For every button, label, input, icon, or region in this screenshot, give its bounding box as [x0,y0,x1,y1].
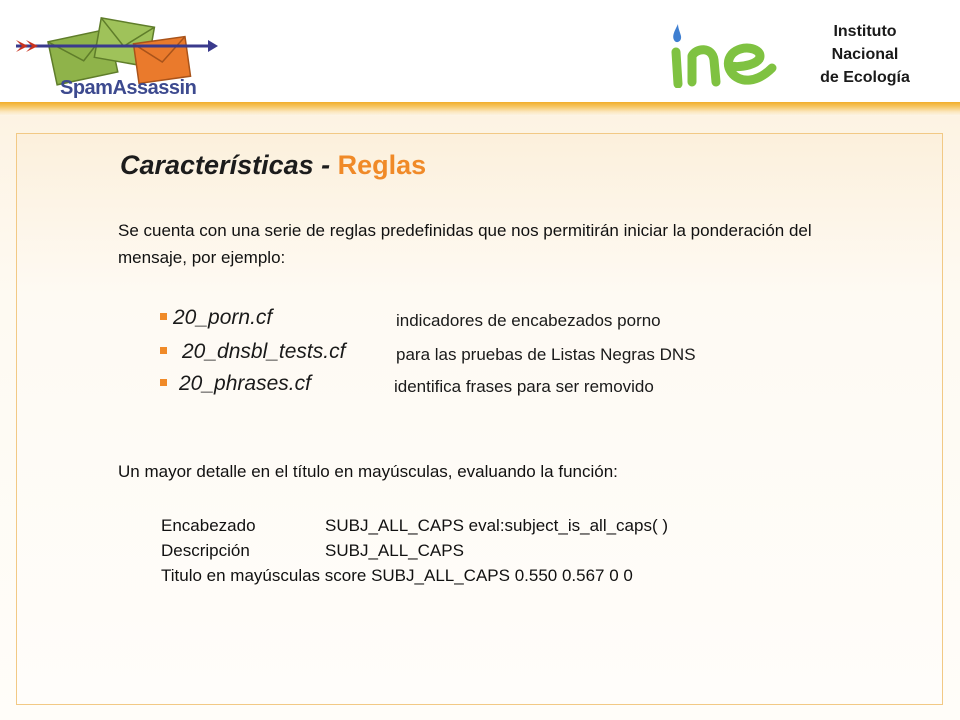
title-accent: Reglas [337,150,427,180]
slide-title [120,150,426,181]
spamassassin-logo-text: SpamAssassin [60,77,197,99]
square-bullet-icon [160,313,167,320]
square-bullet-icon [160,347,167,354]
rule-file-name: 20_phrases.cf [179,372,311,395]
rule-value: SUBJ_ALL_CAPS eval:subject_is_all_caps( ) [325,516,669,535]
header-separator [0,102,960,116]
rule-value: SUBJ_ALL_CAPS [325,541,464,560]
institute-line: Nacional [831,46,899,63]
institute-line: Instituto [833,23,897,40]
rule-description: para las pruebas de Listas Negras DNS [396,345,696,364]
rule-description: indicadores de encabezados porno [396,311,661,330]
rule-label: Descripción [161,541,250,560]
intro-paragraph: Se cuenta con una serie de reglas predefinidas que nos permitirán iniciar la ponderación del mensaje, por ejemplo: [118,221,812,267]
institute-line: de Ecología [820,69,910,86]
rule-file-name: 20_porn.cf [173,306,273,329]
rule-label: Encabezado [161,516,256,535]
square-bullet-icon [160,379,167,386]
title-main: Características - [120,150,331,180]
rule-description: identifica frases para ser removido [394,377,654,396]
detail-paragraph: Un mayor detalle en el título en mayúsculas, evaluando la función: [118,462,618,481]
rule-score-line: Titulo en mayúsculas score SUBJ_ALL_CAPS 0.550 0.567 0 0 [161,566,633,585]
institute-name [790,20,940,89]
ine-logo-icon [664,20,780,88]
rule-file-name: 20_dnsbl_tests.cf [182,340,346,363]
